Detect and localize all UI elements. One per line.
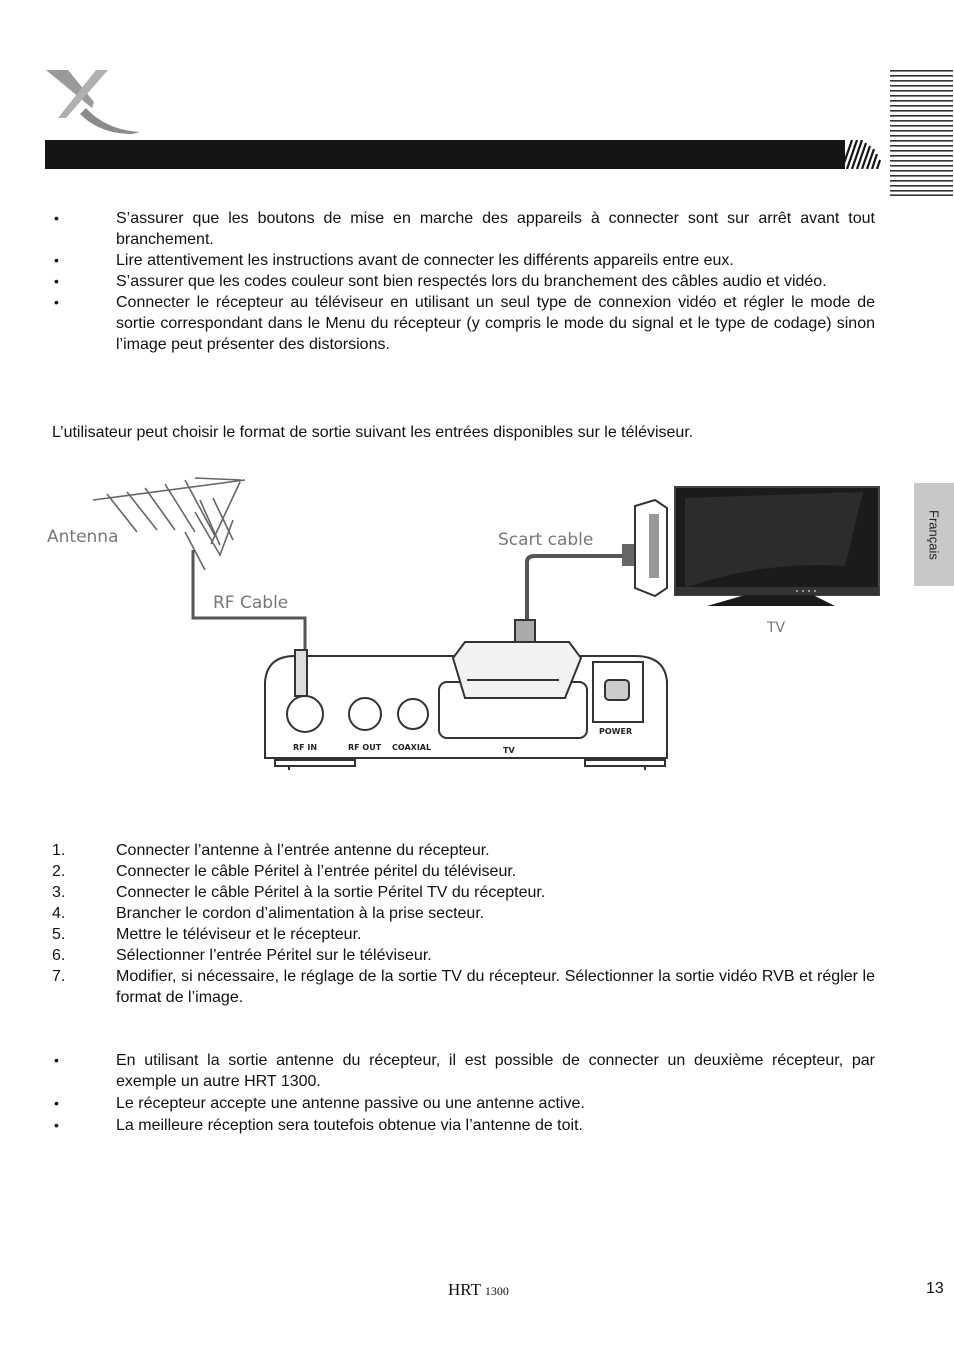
list-item: • La meilleure réception sera toutefois obtenue via l’antenne de toit. <box>52 1115 875 1136</box>
scart-cable-label: Scart cable <box>498 530 594 550</box>
list-item: 3. Connecter le câble Péritel à la sortie Péritel TV du récepteur. <box>52 884 546 901</box>
intro-paragraph: L’utilisateur peut choisir le format de sortie suivant les entrées disponibles sur le téléviseur. <box>52 424 694 441</box>
list-item: 6. Sélectionner l’entrée Péritel sur le téléviseur. <box>52 947 432 964</box>
port-rf-out-label: RF OUT <box>348 743 382 752</box>
receiver-icon <box>265 620 667 770</box>
corner-stripes-decoration <box>890 70 953 196</box>
port-coaxial-label: COAXIAL <box>392 743 432 752</box>
port-rf-in-label: RF IN <box>293 743 318 752</box>
port-tv-label: TV <box>503 746 515 755</box>
footer-model-name: HRT <box>448 1280 481 1299</box>
antenna-icon <box>93 478 245 570</box>
list-item: 2. Connecter le câble Péritel à l’entrée péritel du téléviseur. <box>52 863 517 880</box>
language-tab-label: Français <box>926 509 942 560</box>
footer-model-number: 1300 <box>484 1284 509 1298</box>
list-item: • S’assurer que les boutons de mise en marche des appareils à connecter sont sur arrêt avant tout branchement. <box>52 208 875 250</box>
page-number: 13 <box>926 1280 944 1297</box>
connection-steps-list <box>52 840 875 1008</box>
header-hatch-decoration <box>842 140 884 169</box>
list-item: 1. Connecter l’antenne à l’entrée antenne du récepteur. <box>52 842 490 859</box>
list-item: • Connecter le récepteur au téléviseur en utilisant un seul type de connexion vidéo et régler le mode de sortie correspondant dans le Menu du récepteur (y compris le mode du signal et le type de codage) sinon l’image peut présenter des distorsions. <box>52 292 875 355</box>
tv-icon <box>675 487 879 606</box>
rf-cable-label: RF Cable <box>213 593 289 613</box>
list-item: • En utilisant la sortie antenne du récepteur, il est possible de connecter un deuxième récepteur, par exemple un autre HRT 1300. <box>52 1050 875 1092</box>
list-item: • Lire attentivement les instructions avant de connecter les différents appareils entre eux. <box>52 250 875 271</box>
header-bar <box>45 140 845 169</box>
list-item: 7. Modifier, si nécessaire, le réglage de la sortie TV du récepteur. Sélectionner la sortie vidéo RVB et régler le format de l’image. <box>52 968 875 1006</box>
antenna-label: Antenna <box>47 527 119 547</box>
connection-diagram <box>45 470 885 780</box>
list-item: 5. Mettre le téléviseur et le récepteur. <box>52 926 362 943</box>
note-bullet-list <box>52 1050 875 1136</box>
language-tab <box>914 483 954 586</box>
scart-connector-icon <box>622 500 667 596</box>
brand-x-logo-icon <box>44 68 144 136</box>
list-item: • S’assurer que les codes couleur sont bien respectés lors du branchement des câbles audio et vidéo. <box>52 271 875 292</box>
tv-label: TV <box>767 620 786 636</box>
list-item: 4. Brancher le cordon d’alimentation à la prise secteur. <box>52 905 485 922</box>
scart-cable <box>527 556 623 625</box>
footer-model <box>448 1280 509 1300</box>
safety-bullet-list <box>52 208 875 355</box>
port-power-label: POWER <box>599 727 633 736</box>
list-item: • Le récepteur accepte une antenne passive ou une antenne active. <box>52 1093 875 1114</box>
